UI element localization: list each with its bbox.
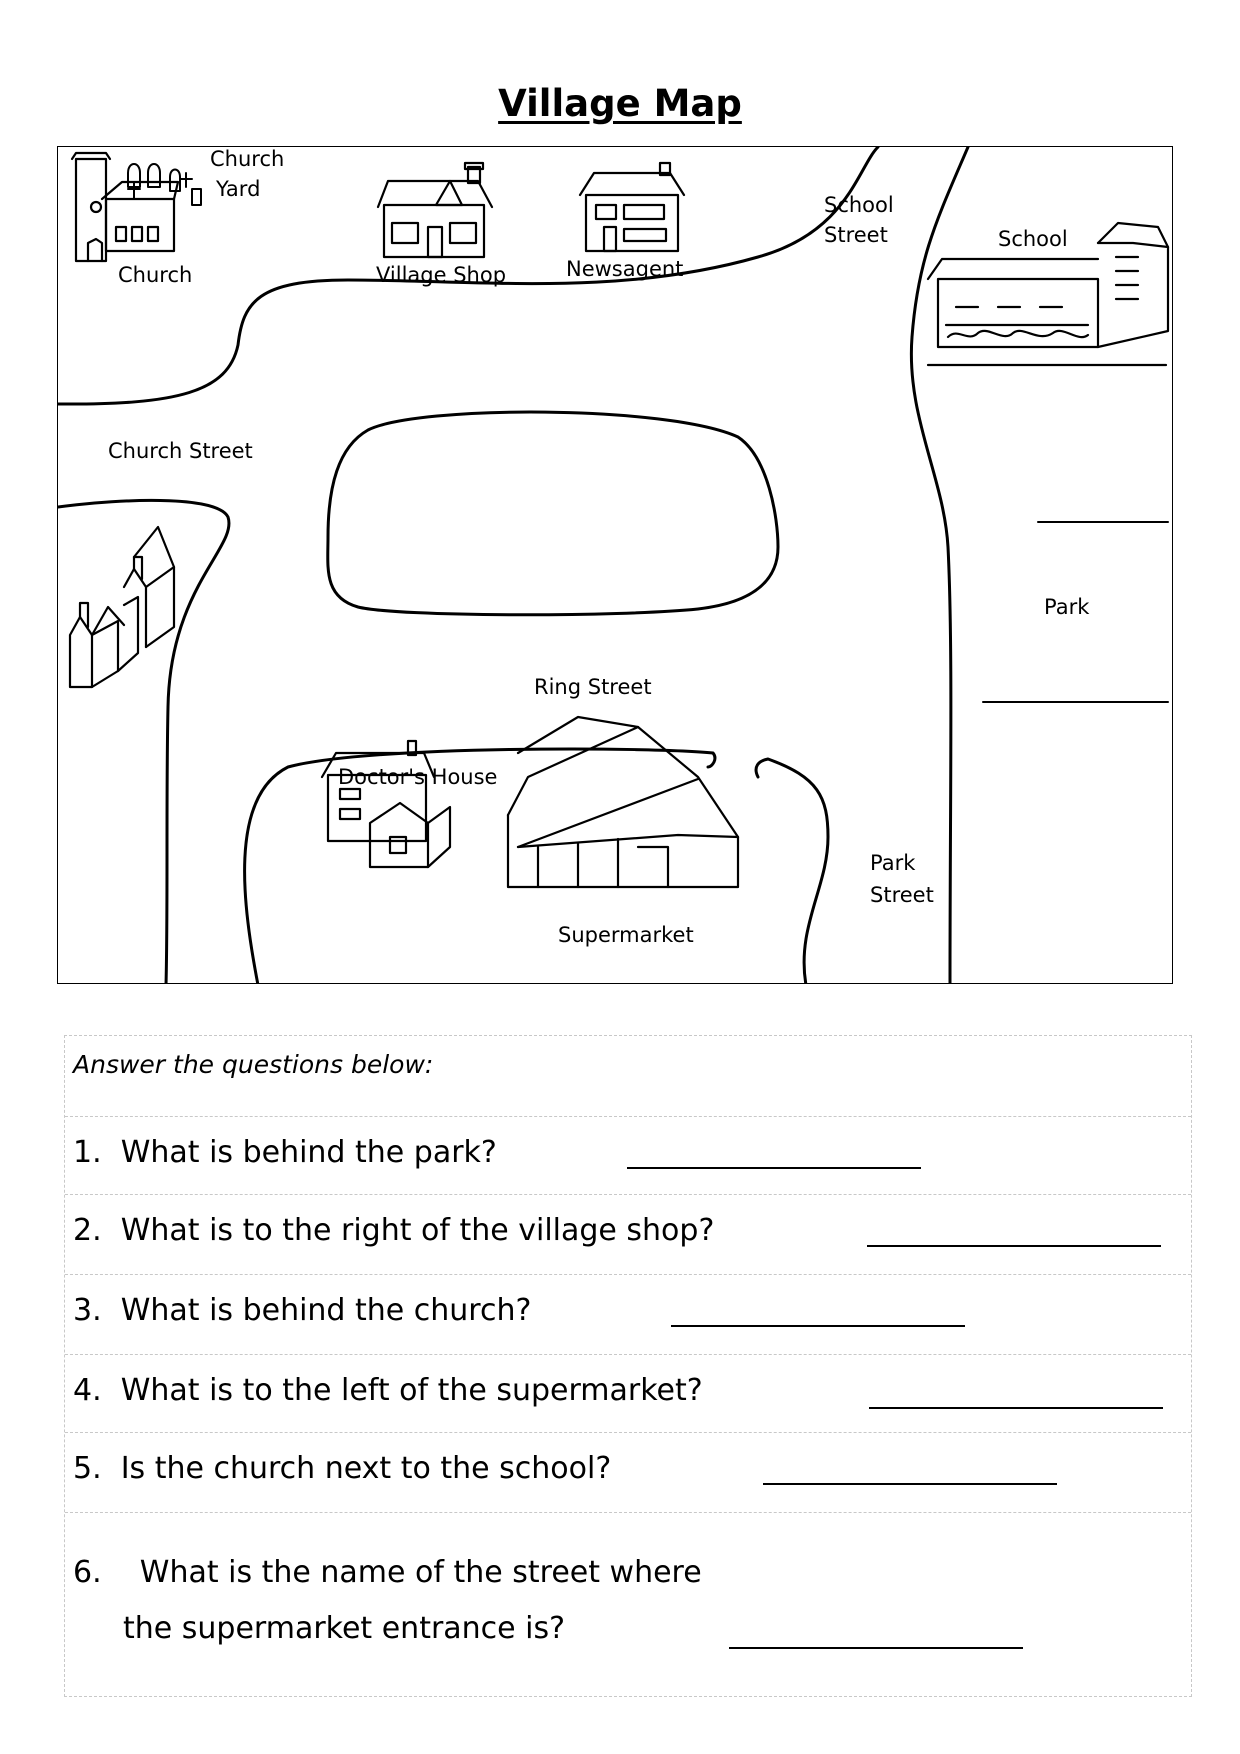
doctors-house-drawing — [322, 741, 450, 867]
question-3 — [73, 1293, 531, 1328]
question-number: 4. — [73, 1373, 102, 1408]
question-number: 6. — [73, 1555, 102, 1590]
question-text-line-2: the supermarket entrance is? — [123, 1611, 566, 1646]
label-church-yard-1: Church — [210, 147, 285, 171]
road-school-street-left — [911, 147, 968, 984]
road-right-island — [756, 759, 828, 984]
village-map — [57, 146, 1173, 984]
page-title: Village Map — [498, 82, 742, 125]
label-doctors-house: Doctor's House — [338, 765, 498, 789]
answer-blank-3[interactable] — [671, 1325, 965, 1327]
question-row-2 — [65, 1194, 1191, 1274]
label-newsagent: Newsagent — [566, 257, 684, 281]
answer-blank-4[interactable] — [869, 1407, 1163, 1409]
instruction-row — [65, 1036, 1191, 1116]
village-shop-drawing — [378, 163, 492, 257]
question-6 — [73, 1555, 702, 1590]
question-1 — [73, 1135, 497, 1170]
label-park-street-2: Street — [870, 883, 934, 907]
answer-blank-2[interactable] — [867, 1245, 1161, 1247]
label-school-street-1: School — [824, 193, 894, 217]
label-supermarket: Supermarket — [558, 923, 694, 947]
question-row-5 — [65, 1432, 1191, 1512]
instruction-text: Answer the questions below: — [73, 1050, 434, 1079]
question-text: What is behind the church? — [120, 1293, 532, 1328]
label-ring-street: Ring Street — [534, 675, 652, 699]
question-number: 3. — [73, 1293, 102, 1328]
road-left-lower-edge — [58, 500, 229, 984]
answer-blank-1[interactable] — [627, 1167, 921, 1169]
central-green — [328, 412, 778, 615]
question-row-3 — [65, 1274, 1191, 1354]
question-2 — [73, 1213, 714, 1248]
question-text-line-1: What is the name of the street where — [139, 1555, 702, 1590]
label-village-shop: Village Shop — [376, 263, 507, 287]
label-park-street-1: Park — [870, 851, 916, 875]
question-row-6 — [65, 1512, 1191, 1698]
label-church-street: Church Street — [108, 439, 253, 463]
supermarket-drawing — [508, 717, 738, 887]
question-text: What is to the right of the village shop? — [120, 1213, 715, 1248]
label-park: Park — [1044, 595, 1090, 619]
label-school: School — [998, 227, 1068, 251]
question-6-line-2 — [123, 1611, 565, 1646]
church-drawing — [72, 153, 178, 261]
answer-blank-5[interactable] — [763, 1483, 1057, 1485]
question-number: 1. — [73, 1135, 102, 1170]
label-church-yard-2: Yard — [216, 177, 261, 201]
answer-blank-6[interactable] — [729, 1647, 1023, 1649]
label-school-street-2: Street — [824, 223, 888, 247]
question-row-4 — [65, 1354, 1191, 1432]
question-number: 5. — [73, 1451, 102, 1486]
question-5 — [73, 1451, 611, 1486]
question-text: What is to the left of the supermarket? — [120, 1373, 703, 1408]
question-number: 2. — [73, 1213, 102, 1248]
questions-panel — [64, 1035, 1192, 1697]
question-text: What is behind the park? — [120, 1135, 497, 1170]
question-text: Is the church next to the school? — [120, 1451, 612, 1486]
row-houses-drawing — [70, 527, 174, 687]
question-row-1 — [65, 1116, 1191, 1194]
question-4 — [73, 1373, 703, 1408]
newsagent-drawing — [580, 163, 684, 251]
label-church: Church — [118, 263, 193, 287]
